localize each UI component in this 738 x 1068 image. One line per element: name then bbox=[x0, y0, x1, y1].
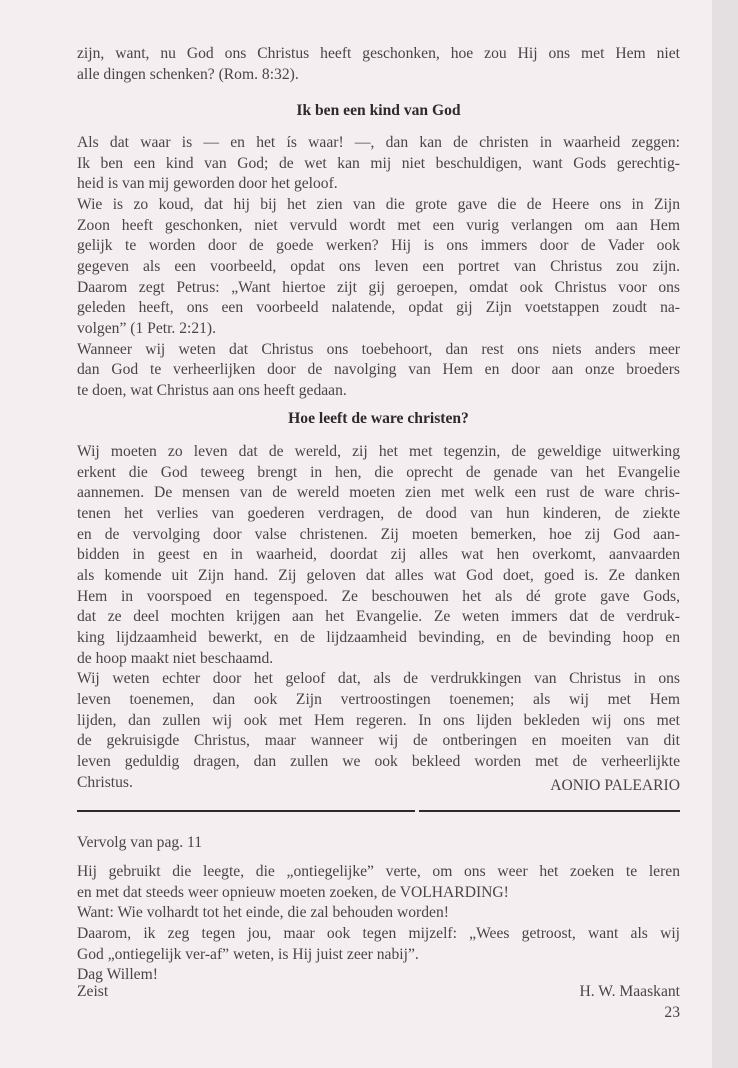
text-line: gegeven als een voorbeeld, opdat ons leven een portret van Christus zou zijn. bbox=[77, 257, 680, 275]
text-line: Hem in voorspoed en tegenspoed. Ze beschouwen het als dé grote gave Gods, bbox=[77, 587, 680, 605]
scan-edge bbox=[712, 0, 738, 1068]
text-line: king lijdzaamheid bewerkt, en de lijdzaamheid bevinding, en de bevinding hoop en bbox=[77, 628, 680, 646]
place: Zeist bbox=[77, 983, 109, 1000]
text-line: bidden in geest en in waarheid, doordat zij alles wat hen overkomt, aanvaarden bbox=[77, 546, 680, 564]
text-line: dat ze deel mochten krijgen aan het Evangelie. Ze weten immers dat de verdruk- bbox=[77, 608, 680, 626]
continuation-footer bbox=[77, 982, 680, 1023]
text-line: lijden, dan zullen wij ook met Hem regeren. In ons lijden bekleden wij ons met bbox=[77, 711, 680, 729]
text-line: en de vervolging door valse christenen. Zij moeten bemerken, hoe zij God aan- bbox=[77, 525, 680, 543]
divider-left bbox=[77, 810, 415, 812]
text-line: dan God te verheerlijken door de navolging van Hem en door aan onze broeders bbox=[77, 361, 680, 379]
text-line: alle dingen schenken? (Rom. 8:32). bbox=[77, 65, 299, 83]
text-line: Daarom, ik zeg tegen jou, maar ook tegen mijzelf: „Wees getroost, want als wij bbox=[77, 924, 680, 942]
text-line: de gekruisigde Christus, maar wanneer wij de ontberingen en moeiten van dit bbox=[77, 732, 680, 750]
text-line: Daarom zegt Petrus: „Want hiertoe zijt gij geroepen, omdat ook Christus voor ons bbox=[77, 278, 680, 296]
article-author: AONIO PALEARIO bbox=[550, 777, 680, 794]
text-line: geleden heeft, ons een voorbeeld nalatende, opdat gij Zijn voetstappen zoudt na- bbox=[77, 299, 680, 317]
text-line: Wie is zo koud, dat hij bij het zien van die grote gave die de Heere ons in Zijn bbox=[77, 195, 680, 213]
text-line: Als dat waar is — en het ís waar! —, dan kan de christen in waarheid zeggen: bbox=[77, 134, 680, 151]
text-line: Want: Wie volhardt tot het einde, die zal behouden worden! bbox=[77, 904, 449, 922]
text-line: aannemen. De mensen van de wereld moeten zien met welk een rust de ware chris- bbox=[77, 484, 680, 502]
divider-right bbox=[419, 810, 680, 812]
text-line: Wij weten echter door het geloof dat, als de verdrukkingen van Christus in ons bbox=[77, 670, 680, 688]
text-line: Wij moeten zo leven dat de wereld, zij het met tegenzin, de geweldige uitwerking bbox=[77, 443, 680, 460]
section-1-body bbox=[77, 133, 680, 402]
text-line: Zoon heeft geschonken, niet vervuld wordt met een vurig verlangen om aan Hem bbox=[77, 216, 680, 234]
text-line: als komende uit Zijn hand. Zij geloven dat alles wat God doet, goed is. Ze danken bbox=[77, 566, 680, 584]
text-line: de hoop maakt niet beschaamd. bbox=[77, 649, 274, 667]
text-line: tenen het verlies van goederen verdragen, de dood van hun kinderen, de ziekte bbox=[77, 504, 680, 522]
continuation-label: Vervolg van pag. 11 bbox=[77, 834, 203, 851]
text-line: zijn, want, nu God ons Christus heeft geschonken, hoe zou Hij ons met Hem niet bbox=[77, 45, 680, 62]
text-line: Hij gebruikt die leegte, die „ontiegelijke” verte, om ons weer het zoeken te leren bbox=[77, 863, 680, 880]
article-author-block bbox=[77, 776, 680, 797]
text-line: Ik ben een kind van God; de wet kan mij niet beschuldigen, want Gods gerechtig- bbox=[77, 154, 680, 172]
section-heading-2: Hoe leeft de ware christen? bbox=[288, 410, 469, 427]
text-line: en met dat steeds weer opnieuw moeten zoeken, de VOLHARDING! bbox=[77, 883, 509, 901]
text-line: gelijk te worden door de goede werken? Hij is ons immers door de Vader ook bbox=[77, 237, 680, 255]
text-line: te doen, wat Christus aan ons heeft gedaan. bbox=[77, 381, 347, 399]
text-line: Christus. bbox=[77, 773, 133, 791]
text-line: volgen” (1 Petr. 2:21). bbox=[77, 319, 217, 337]
text-line: God „ontiegelijk ver-af” weten, is Hij juist zeer nabij”. bbox=[77, 945, 419, 963]
section-heading-1: Ik ben een kind van God bbox=[296, 102, 461, 119]
text-line: leven geduldig dragen, dan zullen we ook bekleed worden met de verheerlijkte bbox=[77, 752, 680, 770]
text-line: heid is van mij geworden door het geloof. bbox=[77, 175, 338, 193]
page-number: 23 bbox=[664, 1003, 680, 1021]
text-line: Dag Willem! bbox=[77, 966, 158, 984]
continuation-author: H. W. Maaskant bbox=[579, 983, 680, 1000]
continuation-body bbox=[77, 862, 680, 986]
intro-paragraph bbox=[77, 44, 680, 85]
text-line: leven toenemen, dan ook Zijn vertroostingen toenemen; als wij met Hem bbox=[77, 690, 680, 708]
text-line: erkent die God teweeg brengt in hen, die oprecht de genade van het Evangelie bbox=[77, 463, 680, 481]
text-line: Wanneer wij weten dat Christus ons toebehoort, dan rest ons niets anders meer bbox=[77, 340, 680, 358]
continuation-label-block bbox=[77, 833, 680, 854]
section-2-body bbox=[77, 442, 680, 793]
